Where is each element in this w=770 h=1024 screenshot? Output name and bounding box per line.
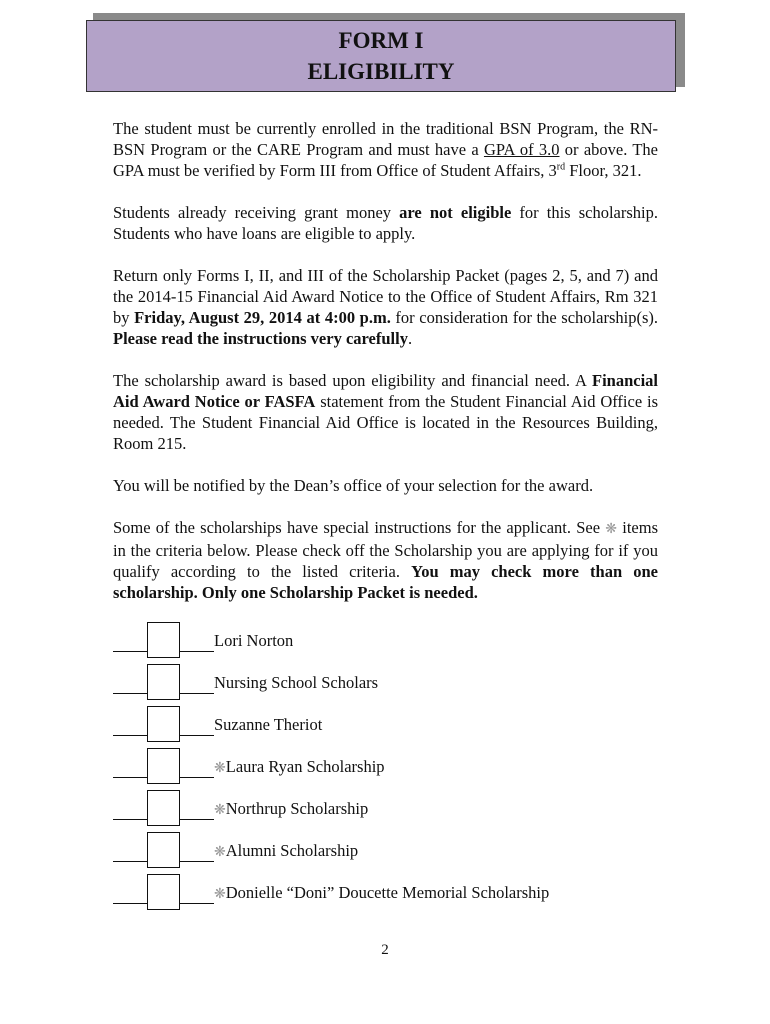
blank-line — [180, 793, 214, 820]
blank-line — [180, 751, 214, 778]
p6-text-a: Some of the scholarships have special instructions for the applicant. See — [113, 518, 606, 537]
form-header — [86, 20, 676, 92]
blank-line — [113, 793, 147, 820]
scholarship-item — [113, 790, 368, 828]
form-subtitle: ELIGIBILITY — [307, 59, 455, 84]
financial-need-paragraph — [113, 370, 658, 454]
blank-line — [180, 625, 214, 652]
p1-text-a: The student must be currently enrolled in the traditional BSN Program, the RN-BSN Program or the CARE Program and must have a — [113, 119, 658, 159]
form-title: FORM I — [338, 28, 424, 53]
p6-text-b: items in the criteria below. Please check off the Scholarship you are applying for if you qualify according to the listed criteria. — [113, 518, 659, 581]
blank-line — [113, 709, 147, 736]
p4-text-b: statement from the Student Financial Aid Office is needed. The Student Financial Aid Office is located in the Resources Building, Room 215. — [113, 392, 658, 453]
blank-line — [180, 709, 214, 736]
p1-text-b: or above. The GPA must be verified by Form III from Office of Student Affairs, 3 — [113, 140, 658, 180]
scholarship-checkbox[interactable] — [147, 874, 180, 910]
scholarship-label — [214, 630, 293, 653]
scholarship-item — [113, 706, 322, 744]
scholarship-label — [214, 672, 378, 695]
scholarship-label — [214, 798, 368, 821]
p2-text-b: for this scholarship. Students who have loans are eligible to apply. — [113, 203, 658, 243]
scholarship-item — [113, 664, 378, 702]
scholarship-name: Suzanne Theriot — [214, 715, 323, 734]
blank-line — [180, 877, 214, 904]
scholarship-item — [113, 832, 358, 870]
scholarship-name: Laura Ryan Scholarship — [225, 757, 385, 776]
scholarship-label — [214, 840, 358, 863]
deadline: Friday, August 29, 2014 at 4:00 p.m. — [134, 308, 391, 327]
p2-text-a: Students already receiving grant money — [113, 203, 400, 222]
scholarship-label — [214, 756, 385, 779]
blank-line — [113, 625, 147, 652]
asterism-icon: ❋ — [214, 845, 226, 860]
asterism-icon: ❋ — [214, 887, 226, 902]
special-instructions-paragraph — [113, 517, 658, 603]
blank-line — [113, 667, 147, 694]
scholarship-label — [214, 714, 322, 737]
blank-line — [113, 877, 147, 904]
scholarship-item — [113, 874, 549, 912]
p3-text-b: for consideration for the scholarship(s). — [390, 308, 658, 327]
p1-text-c: Floor, 321. — [565, 161, 642, 180]
grant-paragraph — [113, 202, 658, 244]
scholarship-checkbox[interactable] — [147, 622, 180, 658]
asterism-icon: ❋ — [605, 522, 618, 537]
scholarship-checkbox[interactable] — [147, 748, 180, 784]
scholarship-name: Nursing School Scholars — [214, 673, 379, 692]
scholarship-name: Donielle “Doni” Doucette Memorial Scholarship — [225, 883, 550, 902]
p4-text-a: The scholarship award is based upon eligibility and financial need. A — [113, 371, 592, 390]
scholarship-name: Lori Norton — [214, 631, 294, 650]
blank-line — [113, 751, 147, 778]
scholarship-checkbox[interactable] — [147, 706, 180, 742]
scholarship-item — [113, 622, 293, 660]
scholarship-item — [113, 748, 385, 786]
eligibility-paragraph — [113, 118, 658, 181]
scholarship-label — [214, 882, 549, 905]
instructions-body — [113, 118, 658, 624]
blank-line — [113, 835, 147, 862]
not-eligible-emphasis: are not eligible — [399, 203, 512, 222]
return-forms-paragraph — [113, 265, 658, 349]
asterism-icon: ❋ — [214, 803, 226, 818]
p3-text-a: Return only Forms I, II, and III of the Scholarship Packet (pages 2, 5, and 7) and the 2014-15 Financial Aid Award Notice to the Office of Student Affairs, Rm 321 by — [113, 266, 658, 327]
p3-text-c: . — [407, 329, 413, 348]
asterism-icon: ❋ — [214, 761, 226, 776]
ordinal-suffix: rd — [556, 161, 566, 173]
blank-line — [180, 835, 214, 862]
award-notice-emphasis: Financial Aid Award Notice or FASFA — [113, 371, 658, 411]
scholarship-checkbox[interactable] — [147, 790, 180, 826]
check-multiple-emphasis: You may check more than one scholarship. Only one Scholarship Packet is needed. — [113, 562, 658, 602]
blank-line — [180, 667, 214, 694]
scholarship-checkbox[interactable] — [147, 664, 180, 700]
scholarship-name: Alumni Scholarship — [225, 841, 359, 860]
scholarship-name: Northrup Scholarship — [225, 799, 369, 818]
page-number: 2 — [381, 942, 389, 958]
scholarship-checkbox[interactable] — [147, 832, 180, 868]
notification-paragraph: You will be notified by the Dean’s office of your selection for the award. — [113, 476, 594, 495]
gpa-requirement: GPA of 3.0 — [483, 140, 560, 159]
read-instructions-emphasis: Please read the instructions very carefully — [113, 329, 408, 348]
